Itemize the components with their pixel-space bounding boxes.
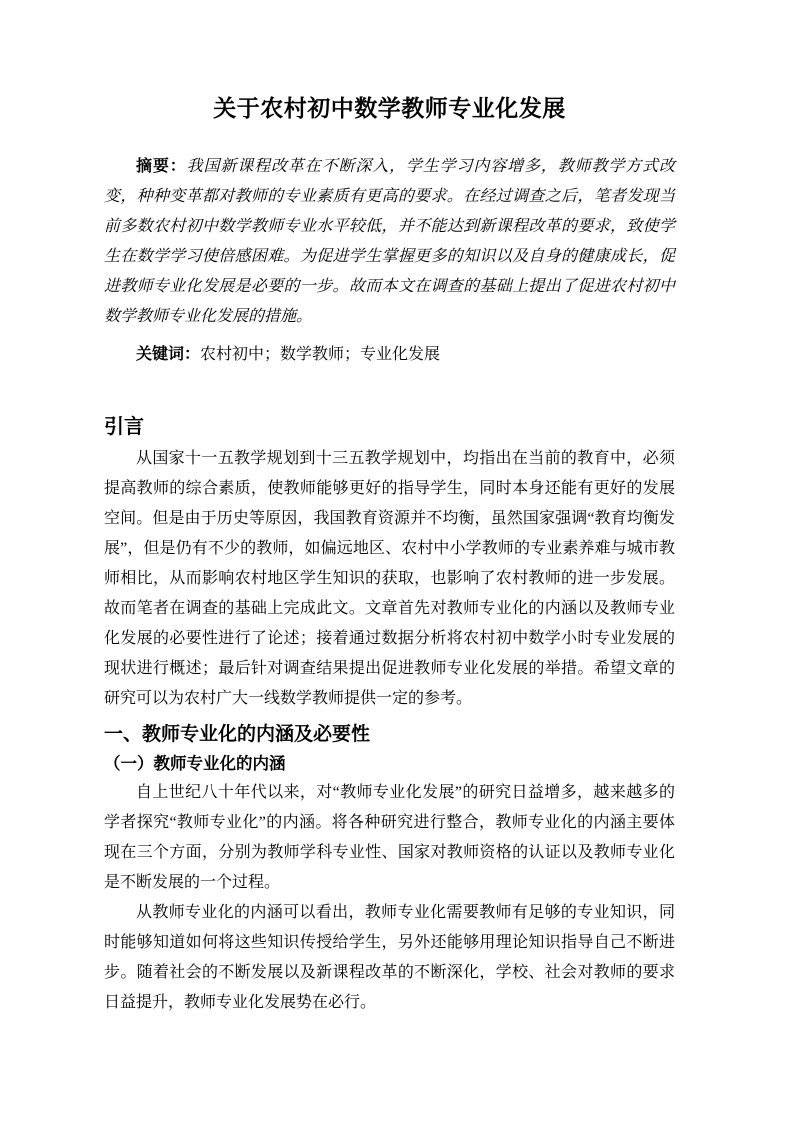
connotation-paragraph: 自上世纪八十年代以来，对“教师专业化发展”的研究日益增多，越来越多的学者探究“教师专业化”的内涵。将各种研究进行整合，教师专业化的内涵主要体现在三个方面，分别为教师学科专业性、国家对教师资格的认证以及教师专业化是不断发展的一个过程。 [104,784,675,891]
keywords-text: 农村初中；数学教师；专业化发展 [200,346,441,363]
section-1-1-heading: （一）教师专业化的内涵 [104,755,286,773]
document-title: 关于农村初中数学教师专业化发展 [213,95,566,121]
intro-heading: 引言 [104,416,144,438]
intro-paragraph: 从国家十一五教学规划到十三五教学规划中，均指出在当前的教育中，必须提高教师的综合素质，使教师能够更好的指导学生，同时本身还能有更好的发展空间。但是由于历史等原因，我国教育资源并不均衡，虽然国家强调“教育均衡发展”，但是仍有不少的教师，如偏远地区、农村中小学教师的专业素养难与城市教师相比，从而影响农村地区学生知识的获取，也影响了农村教师的进一步发展。故而笔者在调查的基础上完成此文。文章首先对教师专业化的内涵以及教师专业化发展的必要性进行了论述；接着通过数据分析将农村初中数学小时专业发展的现状进行概述；最后针对调查结果提出促进教师专业化发展的举措。希望文章的研究可以为农村广大一线数学教师提供一定的参考。 [104,450,675,707]
necessity-paragraph: 从教师专业化的内涵可以看出，教师专业化需要教师有足够的专业知识，同时能够知道如何将这些知识传授给学生，另外还能够用理论知识指导自己不断进步。随着社会的不断发展以及新课程改革的不断深化，学校、社会对教师的要求日益提升，教师专业化发展势在必行。 [104,904,675,1011]
abstract-text: 我国新课程改革在不断深入，学生学习内容增多，教师教学方式改变，种种变革都对教师的专业素质有更高的要求。在经过调查之后，笔者发现当前多数农村初中数学教师专业水平较低，并不能达到新课程改革的要求，致使学生在数学学习使倍感困难。为促进学生掌握更多的知识以及自身的健康成长，促进教师专业化发展是必要的一步。故而本文在调查的基础上提出了促进农村初中数学教师专业化发展的措施。 [104,158,675,325]
abstract-paragraph [104,152,675,332]
keywords-label: 关键词： [136,346,201,363]
keywords-paragraph [104,340,675,370]
section-1-heading: 一、教师专业化的内涵及必要性 [104,724,371,745]
abstract-label: 摘要： [136,158,187,175]
